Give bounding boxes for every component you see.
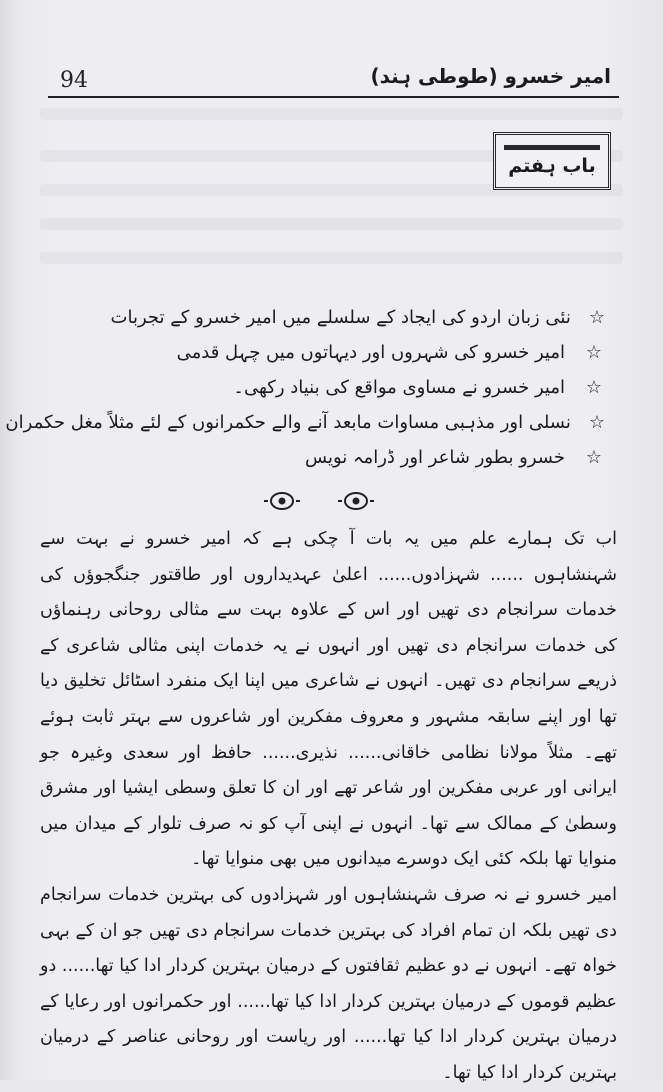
ornament-icon [338, 493, 374, 509]
bullet-text: نئی زبان اردو کی ایجاد کے سلسلے میں امیر خسرو کے تجربات [110, 307, 571, 328]
bullet-text: امیر خسرو نے مساوی مواقع کی بنیاد رکھی۔ [233, 377, 565, 398]
bleed-through-line [40, 218, 623, 230]
star-icon: ☆ [588, 412, 605, 433]
bullet-item [175, 335, 605, 370]
ornament-separator [250, 488, 390, 514]
chapter-badge-label: باب ہفتم [508, 155, 596, 177]
bullet-item [175, 440, 605, 475]
bullet-item [5, 405, 605, 440]
star-icon: ☆ [588, 307, 605, 328]
bullet-list [5, 300, 605, 475]
star-icon: ☆ [585, 342, 603, 363]
bleed-through-line [40, 108, 623, 120]
bullet-text: امیر خسرو کی شہروں اور دیہاتوں میں چہل قدمی [176, 342, 565, 363]
chapter-badge [493, 132, 611, 190]
body-text [40, 522, 617, 1092]
bullet-text: خسرو بطور شاعر اور ڈرامہ نویس [305, 447, 565, 468]
paragraph: اب تک ہمارے علم میں یہ بات آ چکی ہے کہ امیر خسرو نے بہت سے شہنشاہوں ...... شہزادوں...... اعلیٰ عہدیداروں اور طاقتور جنگجوؤں کی خدمات سرانجام دی تھیں اور اس کے علاوہ بہت سے مثالی روحانی رہنماؤں کی خدمات سرانجام دی تھیں اور انہوں نے یہ خدمات اپنی مثالی شاعری کے ذریعے سرانجام دی تھیں۔ انہوں نے شاعری میں اپنا ایک منفرد اسٹائل تخلیق دیا تھا اور اپنے سابقہ مشہور و معروف مفکرین اور شاعروں سے بہتر ثابت ہوئے تھے۔ مثلاً مولانا نظامی خاقانی...... نذیری...... حافظ اور سعدی وغیرہ جو ایرانی اور عربی مفکرین اور شاعر تھے اور ان کا تعلق وسطی ایشیا اور مشرق وسطیٰ کے ممالک سے تھا۔ انہوں نے اپنی آپ کو نہ صرف تلوار کے میدان میں منوایا تھا بلکہ کئی ایک دوسرے میدانوں میں بھی منوایا تھا۔ [40, 529, 617, 870]
star-icon: ☆ [585, 447, 603, 468]
running-title: امیر خسرو (طوطی ہند) [370, 64, 611, 88]
bullet-text: نسلی اور مذہبی مساوات مابعد آنے والے حکمرانوں کے لئے مثلاً مغل حکمران [5, 412, 571, 433]
page-header [48, 62, 619, 98]
bullet-item [110, 300, 605, 335]
badge-ornament-strip [504, 145, 600, 150]
star-icon: ☆ [585, 377, 603, 398]
ornament-icon [264, 493, 300, 509]
bleed-through-line [40, 252, 623, 264]
paragraph: امیر خسرو نے نہ صرف شہنشاہوں اور شہزادوں کی بہترین خدمات سرانجام دی تھیں بلکہ ان تمام افراد کی بہترین خدمات سرانجام دی تھیں جو ان کے بہی خواہ تھے۔ انہوں نے دو عظیم ثقافتوں کے درمیان بہترین کردار ادا کیا تھا...... دو عظیم قوموں کے درمیان بہترین کردار ادا کیا تھا...... اور حکمرانوں اور رعایا کے درمیان بہترین کردار ادا کیا تھا...... اور ریاست اور روحانی عناصر کے درمیان بہترین کردار ادا کیا تھا۔ [40, 884, 617, 1083]
bullet-item [175, 370, 605, 405]
page-number: 94 [60, 68, 88, 93]
